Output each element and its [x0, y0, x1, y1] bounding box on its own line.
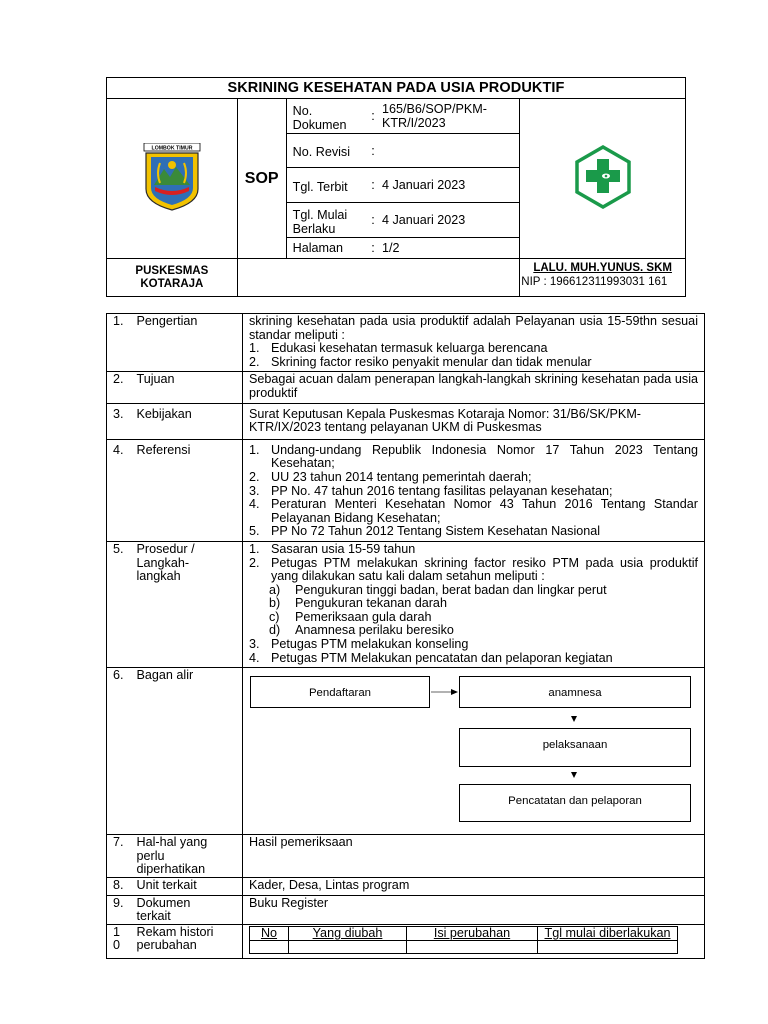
document-title: SKRINING KESEHATAN PADA USIA PRODUKTIF [107, 78, 686, 99]
section-content [243, 541, 705, 667]
lombok-timur-emblem-icon [142, 143, 202, 211]
list-item: 2. UU 23 tahun 2014 tentang pemerintah daerah; [249, 469, 532, 484]
flow-diagram-cell [243, 668, 705, 835]
section-label: Hal-hal yang perlu diperhatikan [135, 835, 243, 878]
list-item: 4. Petugas PTM Melakukan pencatatan dan pelaporan kegiatan [249, 650, 613, 665]
flow-box-pendaftaran: Pendaftaran [250, 676, 430, 708]
section-label: Kebijakan [135, 403, 243, 439]
list-item: c) Pemeriksaan gula darah [269, 609, 432, 624]
flow-box-pelaksanaan: pelaksanaan [459, 728, 691, 767]
meta-value-no-revisi [380, 134, 520, 168]
history-cell-empty [538, 941, 678, 954]
section-row [107, 439, 705, 541]
section-number: 7. [107, 835, 135, 878]
meta-value-tgl-terbit: 4 Januari 2023 [380, 168, 520, 203]
meta-value-halaman: 1/2 [380, 238, 520, 259]
meta-label-tgl-terbit: Tgl. Terbit [286, 168, 366, 203]
history-cell-empty [289, 941, 407, 954]
history-cell-empty [407, 941, 538, 954]
section-number: 6. [107, 668, 135, 835]
section-number: 1 0 [107, 924, 135, 959]
sop-label: SOP [237, 99, 286, 259]
flow-diagram [243, 668, 704, 834]
signatory-block [520, 259, 686, 297]
section-content [243, 439, 705, 541]
hal-text: Hasil pemeriksaan [243, 835, 705, 878]
section-label: Rekam histori perubahan [135, 924, 243, 959]
meta-label-tgl-mulai-berlaku: Tgl. Mulai Berlaku [286, 203, 366, 238]
section-row [107, 924, 705, 959]
section-label: Unit terkait [135, 878, 243, 896]
list-item: 3. PP No. 47 tahun 2016 tentang fasilitas pelayanan kesehatan; [249, 483, 613, 498]
list-item: 1. Edukasi kesehatan termasuk keluarga berencana [249, 341, 548, 356]
section-row [107, 895, 705, 924]
list-item: 1. Sasaran usia 15-59 tahun [249, 541, 416, 556]
meta-value-tgl-mulai-berlaku: 4 Januari 2023 [380, 203, 520, 238]
tujuan-text: Sebagai acuan dalam penerapan langkah-langkah skrining kesehatan pada usia produktif [243, 372, 705, 403]
flow-arrows [243, 668, 699, 834]
section-number: 1. [107, 314, 135, 372]
section-number: 5. [107, 541, 135, 667]
list-item: 4. Peraturan Menteri Kesehatan Nomor 43 Tahun 2016 Tentang Standar Pelayanan Bidang Kesehatan; [249, 497, 698, 525]
list-item: 1. Undang-undang Republik Indonesia Nomor 17 Tahun 2023 Tentang Kesehatan; [249, 442, 698, 471]
meta-colon: : [366, 238, 380, 259]
unit-text: Kader, Desa, Lintas program [243, 878, 705, 896]
history-header-isi-perubahan: Isi perubahan [407, 926, 538, 941]
health-cross-logo-icon [575, 145, 631, 209]
section-label: Tujuan [135, 372, 243, 403]
sop-header-table [106, 77, 686, 297]
meta-colon: : [366, 168, 380, 203]
section-row [107, 878, 705, 896]
section-row [107, 668, 705, 835]
meta-label-halaman: Halaman [286, 238, 366, 259]
district-logo [107, 99, 238, 259]
meta-value-no-dokumen: 165/B6/SOP/PKM-KTR/I/2023 [380, 99, 520, 134]
section-label: Prosedur / Langkah-langkah [135, 541, 243, 667]
health-logo [520, 99, 686, 259]
list-item: 2. Petugas PTM melakukan skrining factor resiko PTM pada usia produktif yang dilakukan satu kali dalam setahun meliputi : [249, 555, 698, 584]
list-item: 3. Petugas PTM melakukan konseling [249, 637, 469, 652]
list-item: 2. Skrining factor resiko penyakit menular dan tidak menular [249, 354, 592, 369]
section-number: 3. [107, 403, 135, 439]
section-row [107, 835, 705, 878]
section-label: Bagan alir [135, 668, 243, 835]
puskesmas-name: PUSKESMAS KOTARAJA [107, 259, 238, 297]
kebijakan-text: Surat Keputusan Kepala Puskesmas Kotaraja Nomor: 31/B6/SK/PKM-KTR/IX/2023 tentang pelayanan UKM di Puskesmas [243, 403, 705, 439]
section-row [107, 541, 705, 667]
meta-label-no-dokumen: No. Dokumen [286, 99, 366, 134]
section-number: 4. [107, 439, 135, 541]
meta-colon: : [366, 203, 380, 238]
section-row [107, 314, 705, 372]
section-label: Referensi [135, 439, 243, 541]
empty-cell [237, 259, 520, 297]
history-header-tgl-mulai: Tgl mulai diberlakukan [538, 926, 678, 941]
section-row [107, 403, 705, 439]
section-row [107, 372, 705, 403]
flow-box-pencatatan: Pencatatan dan pelaporan [459, 784, 691, 822]
flow-box-anamnesa: anamnesa [459, 676, 691, 708]
meta-colon: : [366, 99, 380, 134]
history-header-no: No [250, 926, 289, 941]
section-number: 2. [107, 372, 135, 403]
sop-content-table [106, 313, 705, 959]
dokumen-text: Buku Register [243, 895, 705, 924]
signatory-name: LALU. MUH.YUNUS. SKM [533, 262, 672, 274]
meta-label-no-revisi: No. Revisi [286, 134, 366, 168]
history-header-yang-diubah: Yang diubah [289, 926, 407, 941]
meta-colon: : [366, 134, 380, 168]
signatory-nip: NIP : 196612311993031 161 [521, 276, 668, 288]
section-label: Dokumen terkait [135, 895, 243, 924]
arrow-down-icon [571, 772, 577, 778]
arrow-icon [431, 689, 458, 695]
pengertian-intro: skrining kesehatan pada usia produktif adalah Pelayanan usia 15-59thn sesuai standar meliputi : [249, 314, 698, 342]
section-label: Pengertian [135, 314, 243, 372]
history-table [249, 926, 678, 955]
list-item: 5. PP No 72 Tahun 2012 Tentang Sistem Kesehatan Nasional [249, 524, 601, 539]
history-cell-empty [250, 941, 289, 954]
arrow-down-icon [571, 716, 577, 722]
section-number: 8. [107, 878, 135, 896]
list-item: a) Pengukuran tinggi badan, berat badan dan lingkar perut [269, 582, 607, 597]
section-content [243, 314, 705, 372]
list-item: d) Anamnesa perilaku beresiko [269, 623, 454, 638]
list-item: b) Pengukuran tekanan darah [269, 596, 447, 611]
svg-text:LOMBOK TIMUR: LOMBOK TIMUR [151, 145, 193, 152]
history-cell [243, 924, 705, 959]
section-number: 9. [107, 895, 135, 924]
